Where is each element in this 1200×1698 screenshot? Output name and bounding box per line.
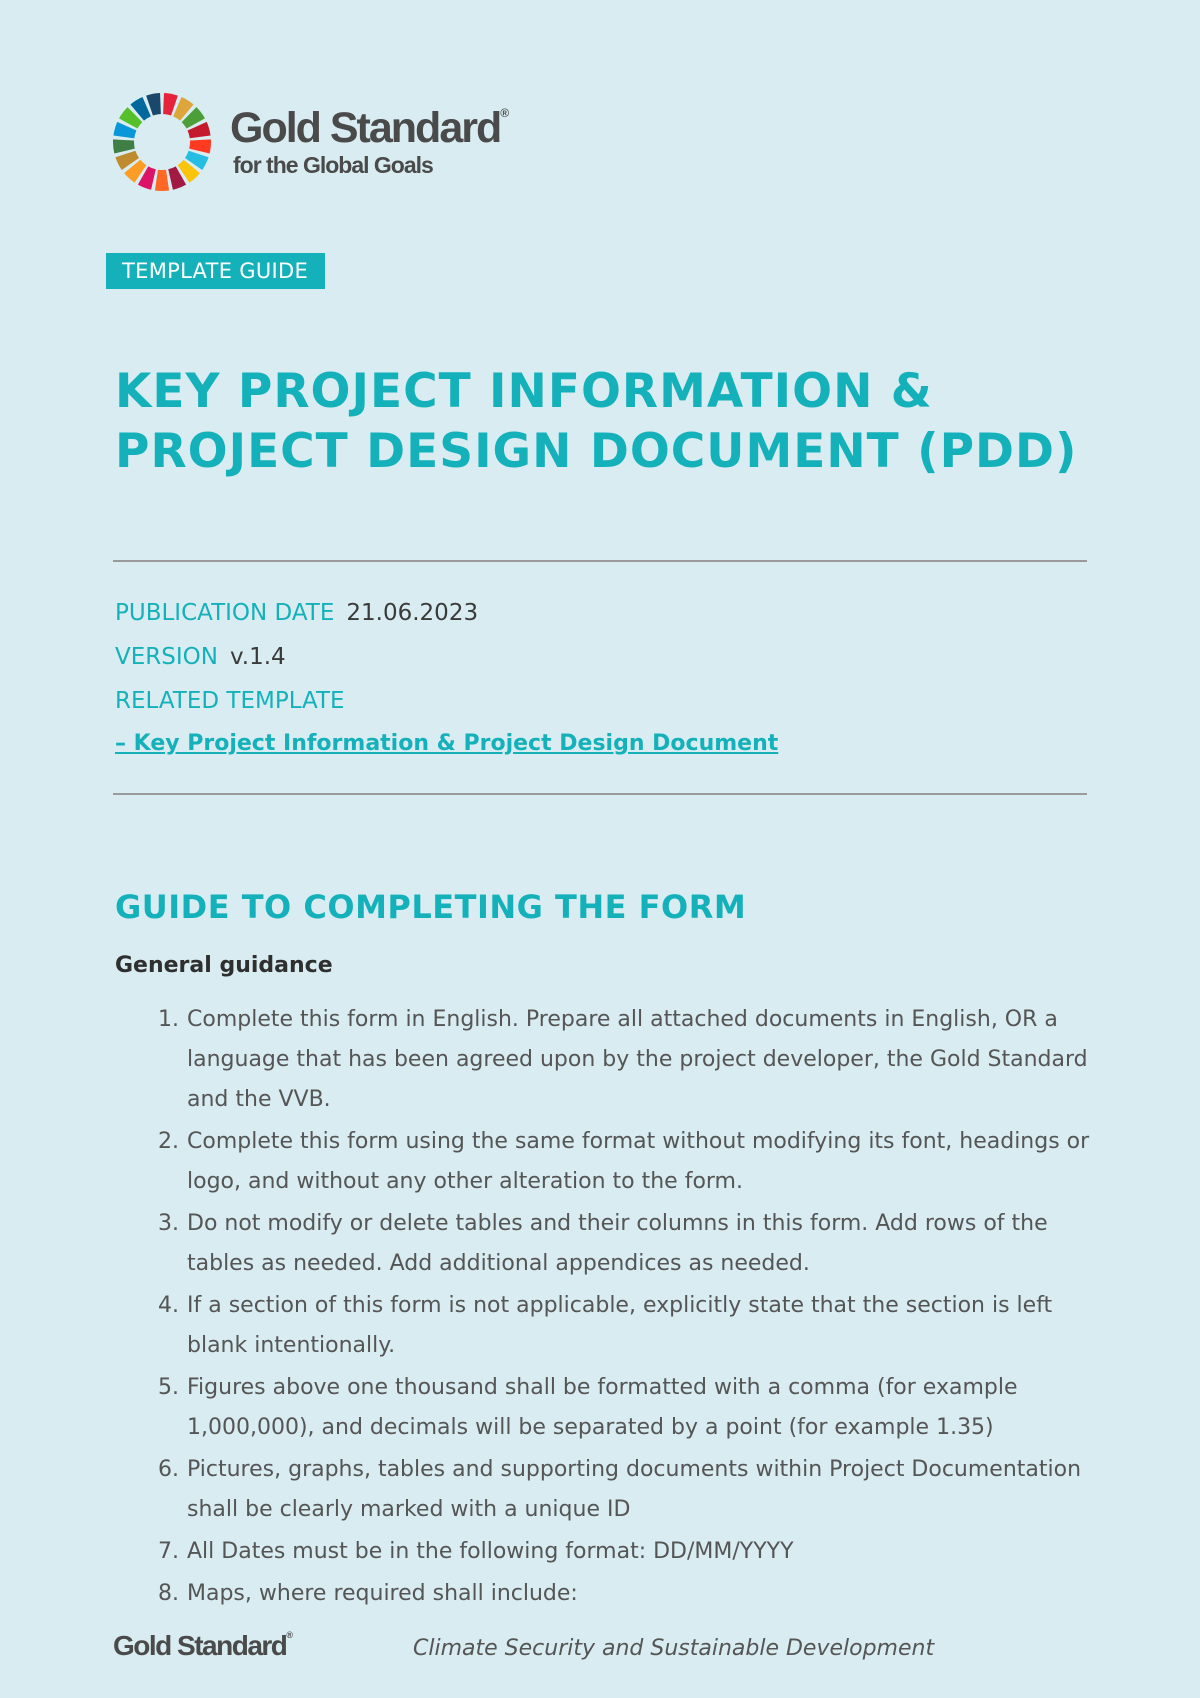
- list-item: 2. Complete this form using the same format without modifying its font, headings or logo, and without any other alteration to the form.: [158, 1129, 1090, 1194]
- list-item: 6. Pictures, graphs, tables and supporting documents within Project Documentation shall be clearly marked with a unique ID: [158, 1457, 1082, 1522]
- logo-brand: Gold Standard®: [230, 104, 510, 152]
- logo-subtitle: for the Global Goals: [233, 152, 433, 178]
- related-template-label: RELATED TEMPLATE: [115, 688, 345, 714]
- list-item: 8. Maps, where required shall include:: [158, 1581, 578, 1606]
- logo-text: [230, 104, 510, 178]
- document-title: KEY PROJECT INFORMATION & PROJECT DESIGN DOCUMENT (PDD): [115, 364, 1078, 479]
- related-template-link[interactable]: – Key Project Information & Project Design Document: [115, 731, 779, 756]
- divider-top: [113, 560, 1087, 562]
- divider-bottom: [113, 793, 1087, 795]
- related-template-row: [115, 688, 345, 714]
- list-item: 7. All Dates must be in the following format: DD/MM/YYYY: [158, 1539, 794, 1564]
- guidance-list: [115, 1000, 1095, 1616]
- version-value: v.1.4: [229, 644, 286, 670]
- publication-date-value: 21.06.2023: [346, 600, 479, 626]
- gold-standard-logo: [112, 92, 509, 192]
- sdg-wheel-segment: [189, 139, 211, 153]
- sdg-wheel-segment: [113, 139, 135, 153]
- sdg-wheel-segment: [155, 170, 169, 191]
- footer-logo: Gold Standard®: [113, 1630, 294, 1661]
- guide-heading: GUIDE TO COMPLETING THE FORM: [115, 888, 747, 926]
- list-item: 4. If a section of this form is not applicable, explicitly state that the section is left blank intentionally.: [158, 1293, 1053, 1358]
- publication-date-row: [115, 600, 478, 626]
- sdg-wheel-icon: [112, 92, 212, 192]
- footer-tagline: Climate Security and Sustainable Development: [413, 1636, 935, 1661]
- version-row: [115, 644, 286, 670]
- list-item: 3. Do not modify or delete tables and their columns in this form. Add rows of the tables as needed. Add additional appendices as needed.: [158, 1211, 1048, 1276]
- list-item: 1. Complete this form in English. Prepare all attached documents in English, OR a language that has been agreed upon by the project developer, the Gold Standard and the VVB.: [158, 1007, 1088, 1112]
- template-guide-badge: TEMPLATE GUIDE: [106, 253, 325, 289]
- publication-date-label: PUBLICATION DATE: [115, 600, 335, 626]
- list-item: 5. Figures above one thousand shall be formatted with a comma (for example 1,000,000), and decimals will be separated by a point (for example 1.35): [158, 1375, 1018, 1440]
- general-guidance-heading: General guidance: [115, 953, 333, 978]
- version-label: VERSION: [115, 644, 218, 670]
